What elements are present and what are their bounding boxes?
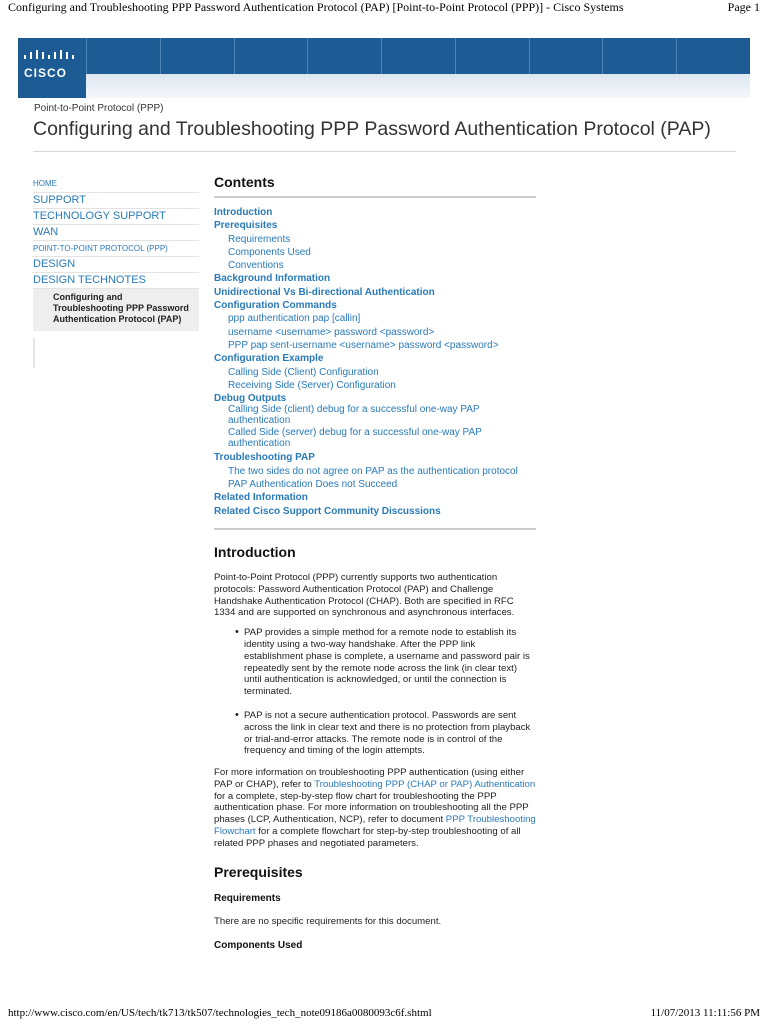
toc-link-components-used[interactable]: Components Used (228, 246, 311, 258)
toc-link-background[interactable]: Background Information (214, 273, 331, 285)
toc-link-community-discussions[interactable]: Related Cisco Support Community Discussions (214, 505, 441, 517)
prerequisites-heading: Prerequisites (214, 863, 303, 880)
sidebar-item-support[interactable]: SUPPORT (33, 193, 199, 209)
top-nav-cells (86, 38, 750, 74)
print-footer-datetime: 11/07/2013 11:11:56 PM (650, 1007, 760, 1019)
top-nav-cell[interactable] (676, 38, 750, 74)
top-nav-cell[interactable] (381, 38, 455, 74)
print-footer (0, 1004, 768, 1024)
sidebar-item-current: Configuring and Troubleshooting PPP Password Authentication Protocol (PAP) (33, 289, 199, 331)
breadcrumb[interactable]: Point-to-Point Protocol (PPP) (34, 103, 164, 114)
sidebar-item-technology-support[interactable]: TECHNOLOGY SUPPORT (33, 209, 199, 225)
title-divider (33, 151, 736, 152)
toc-link-config-example[interactable]: Configuration Example (214, 353, 324, 365)
sidebar-item-home[interactable]: HOME (33, 176, 199, 193)
sidebar-item-design[interactable]: DESIGN (33, 257, 199, 273)
toc-link-calling-side-debug[interactable]: Calling Side (client) debug for a successful one-way PAP authentication (228, 404, 480, 426)
cisco-logo[interactable] (18, 38, 86, 98)
print-header-title: Configuring and Troubleshooting PPP Password Authentication Protocol (PAP) [Point-to-Point Protocol (PPP)] - Cisco Systems (8, 0, 624, 14)
top-nav-cell[interactable] (455, 38, 529, 74)
sidebar-divider (33, 338, 35, 368)
top-nav-cell[interactable] (234, 38, 308, 74)
top-nav-cell[interactable] (307, 38, 381, 74)
contents-heading: Contents (214, 174, 275, 190)
cisco-logo-icon (22, 50, 78, 62)
introduction-heading: Introduction (214, 543, 296, 560)
print-page-number: Page 1 (727, 0, 760, 14)
toc-link-sides-disagree[interactable]: The two sides do not agree on PAP as the authentication protocol (228, 465, 518, 477)
toc-link-unidirectional[interactable]: Unidirectional Vs Bi-directional Authentication (214, 286, 435, 298)
toc-link-debug-outputs[interactable]: Debug Outputs (214, 393, 287, 405)
toc-link-config-commands[interactable]: Configuration Commands (214, 300, 337, 312)
cisco-logo-text: CISCO (24, 66, 68, 80)
sidebar-nav (33, 176, 199, 331)
toc-link-username-password[interactable]: username <username> password <password> (228, 326, 435, 338)
toc-link-related-info[interactable]: Related Information (214, 492, 308, 504)
toc-link-ppp-auth-pap[interactable]: ppp authentication pap [callin] (228, 313, 361, 325)
toc-link-troubleshooting-pap[interactable]: Troubleshooting PAP (214, 452, 315, 464)
requirements-text: There are no specific requirements for this document. (214, 915, 442, 927)
page-title: Configuring and Troubleshooting PPP Password Authentication Protocol (PAP) (33, 118, 711, 140)
introduction-more-info-paragraph (214, 767, 536, 850)
top-nav-cell[interactable] (529, 38, 603, 74)
toc-link-receiving-side-config[interactable]: Receiving Side (Server) Configuration (228, 379, 396, 391)
components-used-heading: Components Used (214, 940, 303, 952)
list-item: • PAP provides a simple method for a remote node to establish its identity using a two-way handshake. After the PPP link establishment phase is complete, a username and password pair is repeatedly sent by the remote node across the link (in clear text) until authentication is acknowledged, or until the connection is terminated. (244, 627, 536, 698)
link-ppp-troubleshooting-flowchart[interactable]: PPP Troubleshooting Flowchart (214, 814, 536, 838)
more-info-text: For more information on troubleshooting PPP authentication (using either PAP or CHAP), refer to (214, 767, 525, 790)
requirements-heading: Requirements (214, 892, 281, 904)
toc-link-introduction[interactable]: Introduction (214, 207, 273, 218)
list-item: • PAP is not a secure authentication protocol. Passwords are sent across the link in clear text and there is no protection from playback or trial-and-error attacks. The remote node is in control of the frequency and timing of the login attempts. (244, 710, 536, 757)
introduction-bullet-list (214, 627, 536, 757)
toc-link-auth-fails[interactable]: PAP Authentication Does not Succeed (228, 479, 398, 491)
sidebar-item-ppp[interactable]: POINT-TO-POINT PROTOCOL (PPP) (33, 241, 199, 257)
print-header (0, 0, 768, 20)
toc-link-requirements[interactable]: Requirements (228, 233, 291, 245)
top-nav-cell[interactable] (602, 38, 676, 74)
toc-link-conventions[interactable]: Conventions (228, 260, 284, 272)
toc-link-called-side-debug[interactable]: Called Side (server) debug for a successful one-way PAP authentication (228, 427, 482, 449)
print-footer-url: http://www.cisco.com/en/US/tech/tk713/tk507/technologies_tech_note09186a0080093c6f.shtml (8, 1007, 432, 1019)
top-nav-cell[interactable] (86, 38, 160, 74)
link-troubleshooting-ppp-auth[interactable]: Troubleshooting PPP (CHAP or PAP) Authentication (314, 778, 536, 790)
main-content (214, 174, 536, 951)
contents-top-rule (214, 196, 536, 198)
toc-link-calling-side-config[interactable]: Calling Side (Client) Configuration (228, 366, 379, 378)
toc-link-prerequisites[interactable]: Prerequisites (214, 220, 278, 232)
introduction-paragraph: Point-to-Point Protocol (PPP) currently supports two authentication protocols: Password Authentication Protocol (PAP) and Challenge Handshake Authentication Protocol (CHAP). Both are specified in RFC 1334 and are supported on synchronous and asynchronous interfaces. (214, 571, 515, 619)
sidebar-item-design-technotes[interactable]: DESIGN TECHNOTES (33, 273, 199, 289)
more-info-text: for a complete, step-by-step flow chart for troubleshooting the PPP authentication phase. For more information on troubleshooting all the PPP phases (LCP, Authentication, NCP), refer to document (214, 790, 529, 826)
contents-bottom-rule (214, 528, 536, 530)
site-banner (18, 38, 750, 98)
top-nav-cell[interactable] (160, 38, 234, 74)
toc-link-pap-sent-username[interactable]: PPP pap sent-username <username> password <password> (228, 339, 499, 351)
table-of-contents (214, 206, 536, 518)
sidebar-item-wan[interactable]: WAN (33, 225, 199, 241)
more-info-text: for a complete flowchart for step-by-step troubleshooting of all related PPP phases and negotiated parameters. (214, 826, 521, 849)
